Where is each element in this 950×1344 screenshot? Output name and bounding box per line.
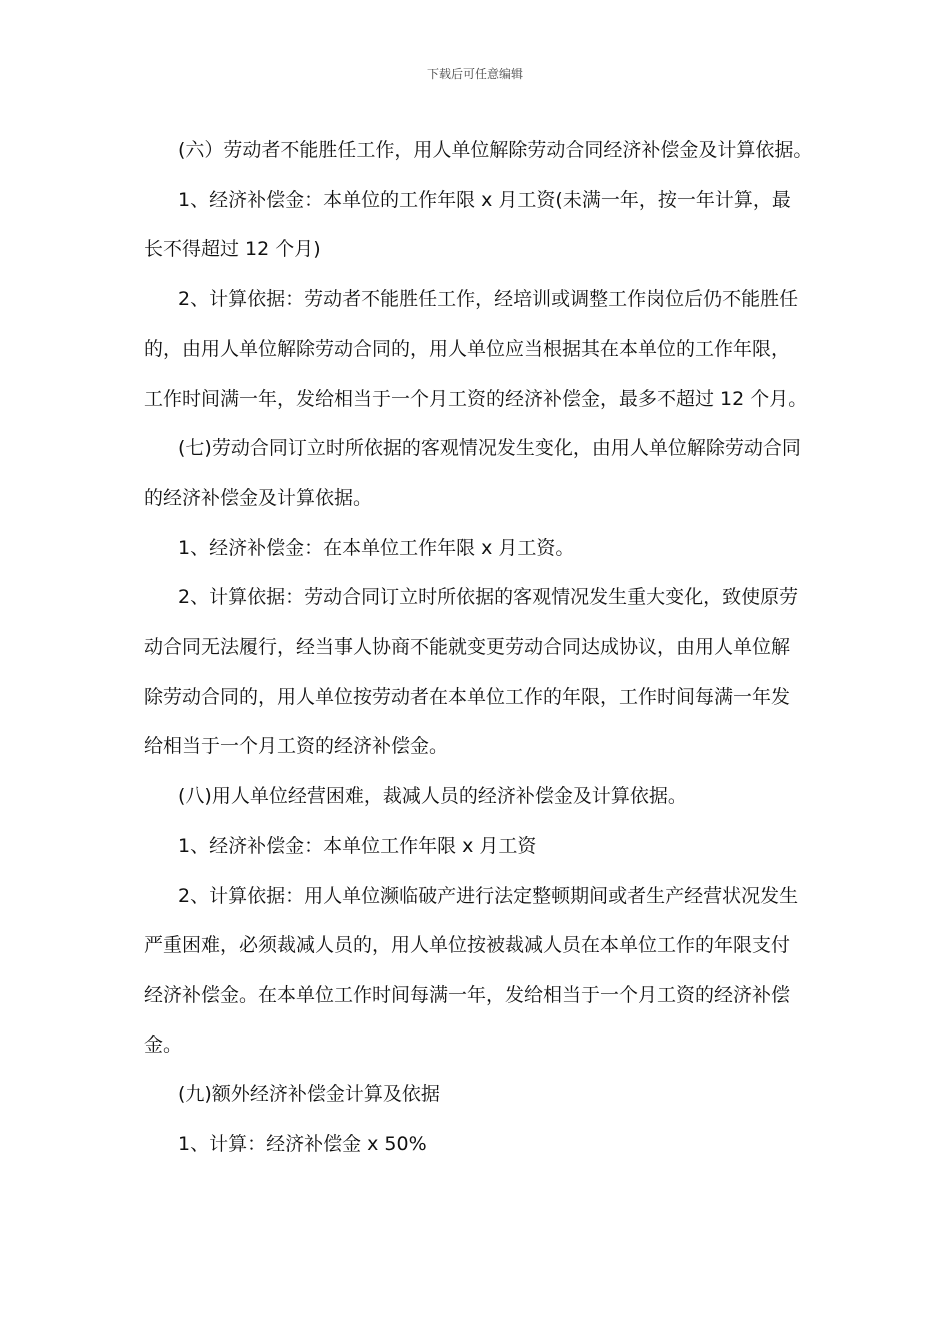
- text-line: (六）劳动者不能胜任工作，用人单位解除劳动合同经济补偿金及计算依据。: [178, 139, 813, 161]
- header-text: 下载后可任意编辑: [426, 67, 523, 81]
- paragraph-section-6-title: [144, 126, 812, 176]
- text-line: 严重困难，必须裁减人员的，用人单位按被裁减人员在本单位工作的年限支付: [144, 934, 791, 957]
- text-line: 1、经济补偿金：在本单位工作年限 x 月工资。: [178, 536, 575, 559]
- text-line: 1、经济补偿金：本单位的工作年限 x 月工资(未满一年，按一年计算，最: [178, 188, 791, 211]
- document-body: [144, 126, 812, 1170]
- page-header: [0, 66, 950, 82]
- paragraph-section-9-title: [144, 1070, 812, 1120]
- text-line: 金。: [144, 1033, 183, 1056]
- text-line: 动合同无法履行，经当事人协商不能就变更劳动合同达成协议，由用人单位解: [144, 636, 791, 659]
- text-line: 的经济补偿金及计算依据。: [144, 486, 373, 509]
- text-line: 2、计算依据：劳动合同订立时所依据的客观情况发生重大变化，致使原劳: [178, 586, 799, 609]
- text-line: 2、计算依据：劳动者不能胜任工作，经培训或调整工作岗位后仍不能胜任: [178, 288, 799, 311]
- text-line: 给相当于一个月工资的经济补偿金。: [144, 735, 449, 758]
- paragraph-section-7-title: [144, 424, 812, 523]
- paragraph-section-8-title: [144, 772, 812, 822]
- text-line: 经济补偿金。在本单位工作时间每满一年，发给相当于一个月工资的经济补偿: [144, 983, 791, 1006]
- text-line: (七)劳动合同订立时所依据的客观情况发生变化，由用人单位解除劳动合同: [178, 437, 801, 460]
- paragraph-section-7-item-2: [144, 573, 812, 772]
- text-line: 除劳动合同的，用人单位按劳动者在本单位工作的年限，工作时间每满一年发: [144, 685, 791, 708]
- paragraph-section-8-item-2: [144, 872, 812, 1071]
- text-line: 1、经济补偿金：本单位工作年限 x 月工资: [178, 834, 537, 857]
- text-line: 的，由用人单位解除劳动合同的，用人单位应当根据其在本单位的工作年限，: [144, 337, 791, 360]
- paragraph-section-8-item-1: [144, 822, 812, 872]
- text-line: 工作时间满一年，发给相当于一个月工资的经济补偿金，最多不超过 12 个月。: [144, 387, 808, 410]
- paragraph-section-7-item-1: [144, 524, 812, 574]
- paragraph-section-9-item-1: [144, 1120, 812, 1170]
- text-line: (九)额外经济补偿金计算及依据: [178, 1083, 440, 1106]
- text-line: 长不得超过 12 个月): [144, 238, 321, 261]
- paragraph-section-6-item-2: [144, 275, 812, 424]
- text-line: 2、计算依据：用人单位濒临破产进行法定整顿期间或者生产经营状况发生: [178, 884, 799, 907]
- paragraph-section-6-item-1: [144, 176, 812, 275]
- text-line: (八)用人单位经营困难，裁减人员的经济补偿金及计算依据。: [178, 785, 687, 808]
- text-line: 1、计算：经济补偿金 x 50%: [178, 1133, 427, 1156]
